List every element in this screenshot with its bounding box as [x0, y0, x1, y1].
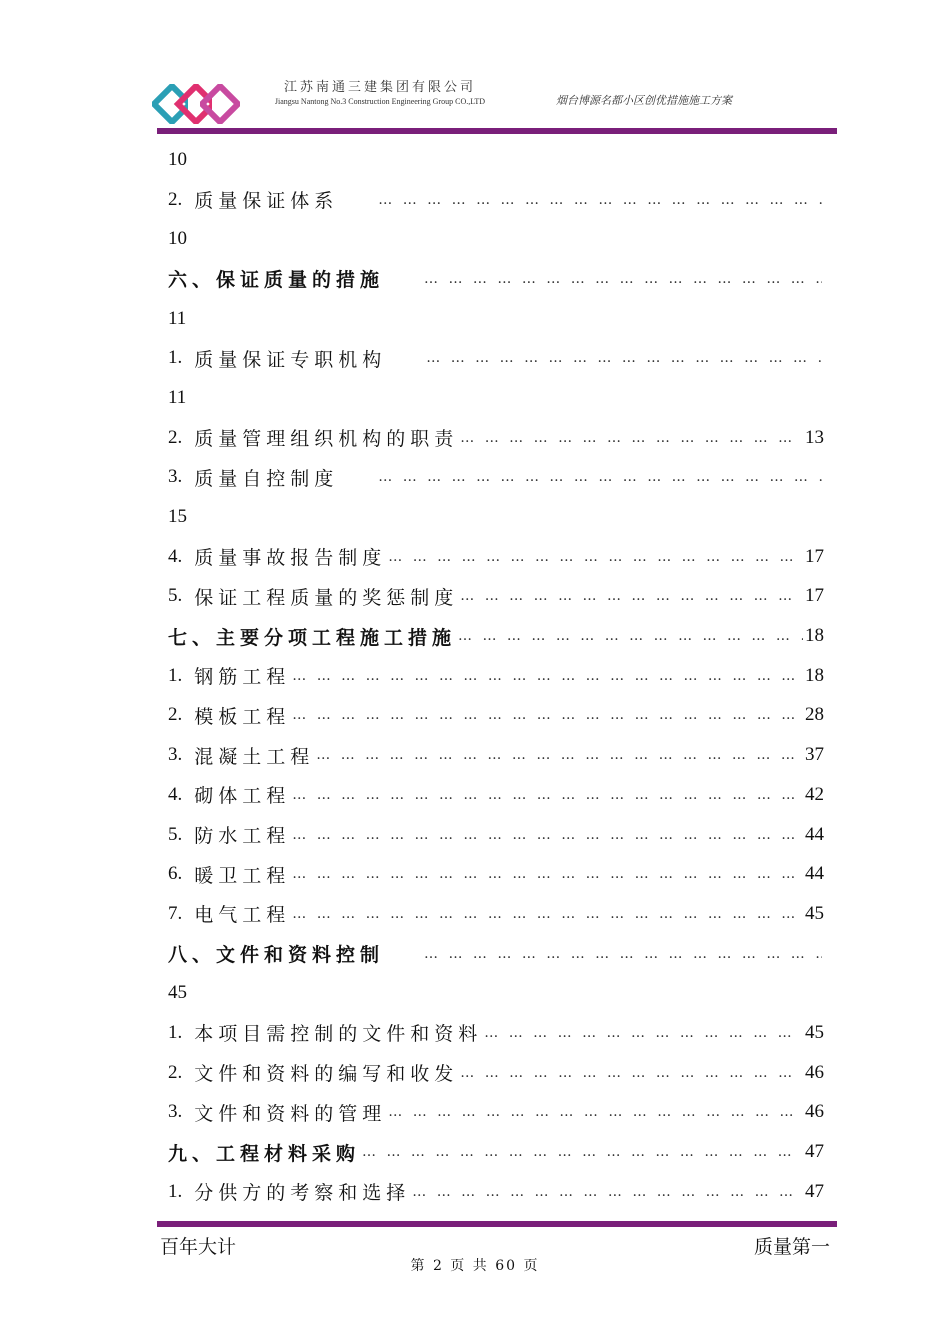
toc-entry [168, 140, 824, 180]
toc-entry-number: 1. [168, 664, 183, 686]
toc-entry-title: 文件和资料的编写和收发 [194, 1063, 459, 1086]
toc-leader-dots [362, 1144, 803, 1160]
toc-page-number: 10 [168, 148, 187, 170]
toc-entry-number: 1. [168, 1180, 183, 1202]
toc-entry [168, 1093, 824, 1133]
toc-entry-title: 质量管理组织机构的职责 [194, 428, 459, 451]
toc-leader-dots [424, 946, 822, 962]
toc-page-number: 45 [805, 1021, 824, 1043]
toc-entry [168, 696, 824, 736]
toc-entry-number: 1. [168, 1021, 183, 1043]
toc-entry-number: 2. [168, 1061, 183, 1083]
toc-page-number: 17 [805, 585, 824, 607]
toc-entry-title: 六、保证质量的措施 [168, 269, 385, 292]
toc-leader-dots [292, 906, 803, 922]
toc-page-number: 11 [168, 386, 187, 408]
company-name-en: Jiangsu Nantong No.3 Construction Engineering Group CO.,LTD [274, 97, 486, 106]
toc-entry [168, 418, 824, 458]
toc-leader-dots [424, 271, 822, 287]
toc-leader-dots [484, 1025, 803, 1041]
toc-page-number: 13 [805, 426, 824, 448]
toc-leader-dots [292, 668, 803, 684]
toc-entry [168, 1132, 824, 1172]
toc-entry-title: 暖卫工程 [194, 864, 291, 887]
toc-page-number: 46 [805, 1101, 824, 1123]
toc-page-number: 44 [805, 823, 824, 845]
toc-leader-dots [292, 707, 803, 723]
toc-page-number: 18 [805, 664, 824, 686]
toc-entry-title: 质量保证专职机构 [194, 348, 387, 371]
toc-leader-dots [458, 628, 803, 644]
toc-entry [168, 1053, 824, 1093]
toc-page-number: 28 [805, 704, 824, 726]
toc-page-number: 47 [805, 1141, 824, 1163]
toc-entry-title: 七、主要分项工程施工措施 [168, 626, 457, 649]
toc-entry [168, 894, 824, 934]
toc-entry-title: 钢筋工程 [194, 666, 291, 689]
toc-leader-dots [292, 866, 803, 882]
toc-leader-dots [292, 827, 803, 843]
toc-leader-dots [426, 350, 822, 366]
toc-entry-number: 2. [168, 426, 183, 448]
toc-page-number: 47 [805, 1180, 824, 1202]
toc-entry [168, 577, 824, 617]
toc-entry [168, 854, 824, 894]
footer-right-motto: 质量第一 [753, 1236, 830, 1258]
toc-leader-dots [292, 787, 803, 803]
toc-leader-dots [378, 192, 822, 208]
footer-left-motto: 百年大计 [160, 1236, 237, 1258]
toc-page-number: 18 [805, 625, 824, 647]
toc-entry-number: 4. [168, 545, 183, 567]
toc-entry-title: 电气工程 [194, 904, 291, 927]
project-title: 烟台博源名都小区创优措施施工方案 [556, 94, 732, 107]
toc-entry [168, 497, 824, 537]
toc-leader-dots [460, 430, 803, 446]
toc-entry [168, 934, 824, 974]
toc-entry-title: 混凝土工程 [194, 745, 315, 768]
toc-entry [168, 219, 824, 259]
toc-entry [168, 815, 824, 855]
toc-page-number: 45 [168, 982, 187, 1004]
page-number: 第 2 页 共 60 页 [410, 1258, 540, 1274]
toc-page-number: 44 [805, 863, 824, 885]
toc-entry-number: 5. [168, 585, 183, 607]
toc-entry [168, 537, 824, 577]
header-rule [157, 128, 837, 134]
toc-leader-dots [316, 747, 803, 763]
toc-page-number: 46 [805, 1061, 824, 1083]
toc-leader-dots [460, 1065, 803, 1081]
toc-page-number: 10 [168, 228, 187, 250]
toc-leader-dots [460, 588, 803, 604]
toc-entry [168, 338, 824, 378]
toc-entry-number: 2. [168, 188, 183, 210]
toc-entry [168, 378, 824, 418]
toc-page-number: 45 [805, 902, 824, 924]
company-name [250, 80, 510, 108]
toc-entry-number: 3. [168, 1101, 183, 1123]
toc-entry-number: 1. [168, 347, 183, 369]
footer-rule [157, 1221, 837, 1227]
page-header [0, 0, 950, 140]
toc-entry-number: 4. [168, 783, 183, 805]
toc-entry-title: 模板工程 [194, 705, 291, 728]
toc-entry-title: 文件和资料的管理 [194, 1102, 387, 1125]
toc-entry-number: 3. [168, 744, 183, 766]
toc-entry-number: 7. [168, 902, 183, 924]
toc-page-number: 11 [168, 307, 187, 329]
toc-entry-number: 2. [168, 704, 183, 726]
company-logo-icon [152, 84, 240, 124]
toc-entry-title: 分供方的考察和选择 [194, 1182, 411, 1205]
toc-entry [168, 616, 824, 656]
toc-entry-title: 砌体工程 [194, 785, 291, 808]
toc-page-number: 42 [805, 783, 824, 805]
toc-entry [168, 735, 824, 775]
toc-entry-number: 5. [168, 823, 183, 845]
toc-entry-title: 质量保证体系 [194, 190, 339, 213]
toc-entry [168, 299, 824, 339]
toc-leader-dots [412, 1184, 803, 1200]
table-of-contents [168, 140, 824, 1212]
toc-page-number: 17 [805, 545, 824, 567]
toc-entry [168, 458, 824, 498]
toc-entry [168, 1013, 824, 1053]
toc-entry-title: 防水工程 [194, 825, 291, 848]
toc-leader-dots [388, 549, 803, 565]
toc-leader-dots [388, 1104, 803, 1120]
toc-page-number: 37 [805, 744, 824, 766]
toc-entry-title: 八、文件和资料控制 [168, 944, 385, 967]
toc-entry [168, 973, 824, 1013]
company-name-cn: 江苏南通三建集团有限公司 [283, 80, 476, 95]
toc-entry-number: 6. [168, 863, 183, 885]
toc-entry [168, 775, 824, 815]
toc-entry [168, 180, 824, 220]
toc-entry-title: 保证工程质量的奖惩制度 [194, 586, 459, 609]
toc-leader-dots [378, 469, 822, 485]
toc-entry-title: 九、工程材料采购 [168, 1142, 361, 1165]
toc-entry-number: 3. [168, 466, 183, 488]
toc-page-number: 15 [168, 506, 187, 528]
toc-entry-title: 质量事故报告制度 [194, 547, 387, 570]
toc-entry [168, 259, 824, 299]
toc-entry-title: 本项目需控制的文件和资料 [194, 1023, 483, 1046]
toc-entry [168, 656, 824, 696]
toc-entry-title: 质量自控制度 [194, 467, 339, 490]
toc-entry [168, 1172, 824, 1212]
